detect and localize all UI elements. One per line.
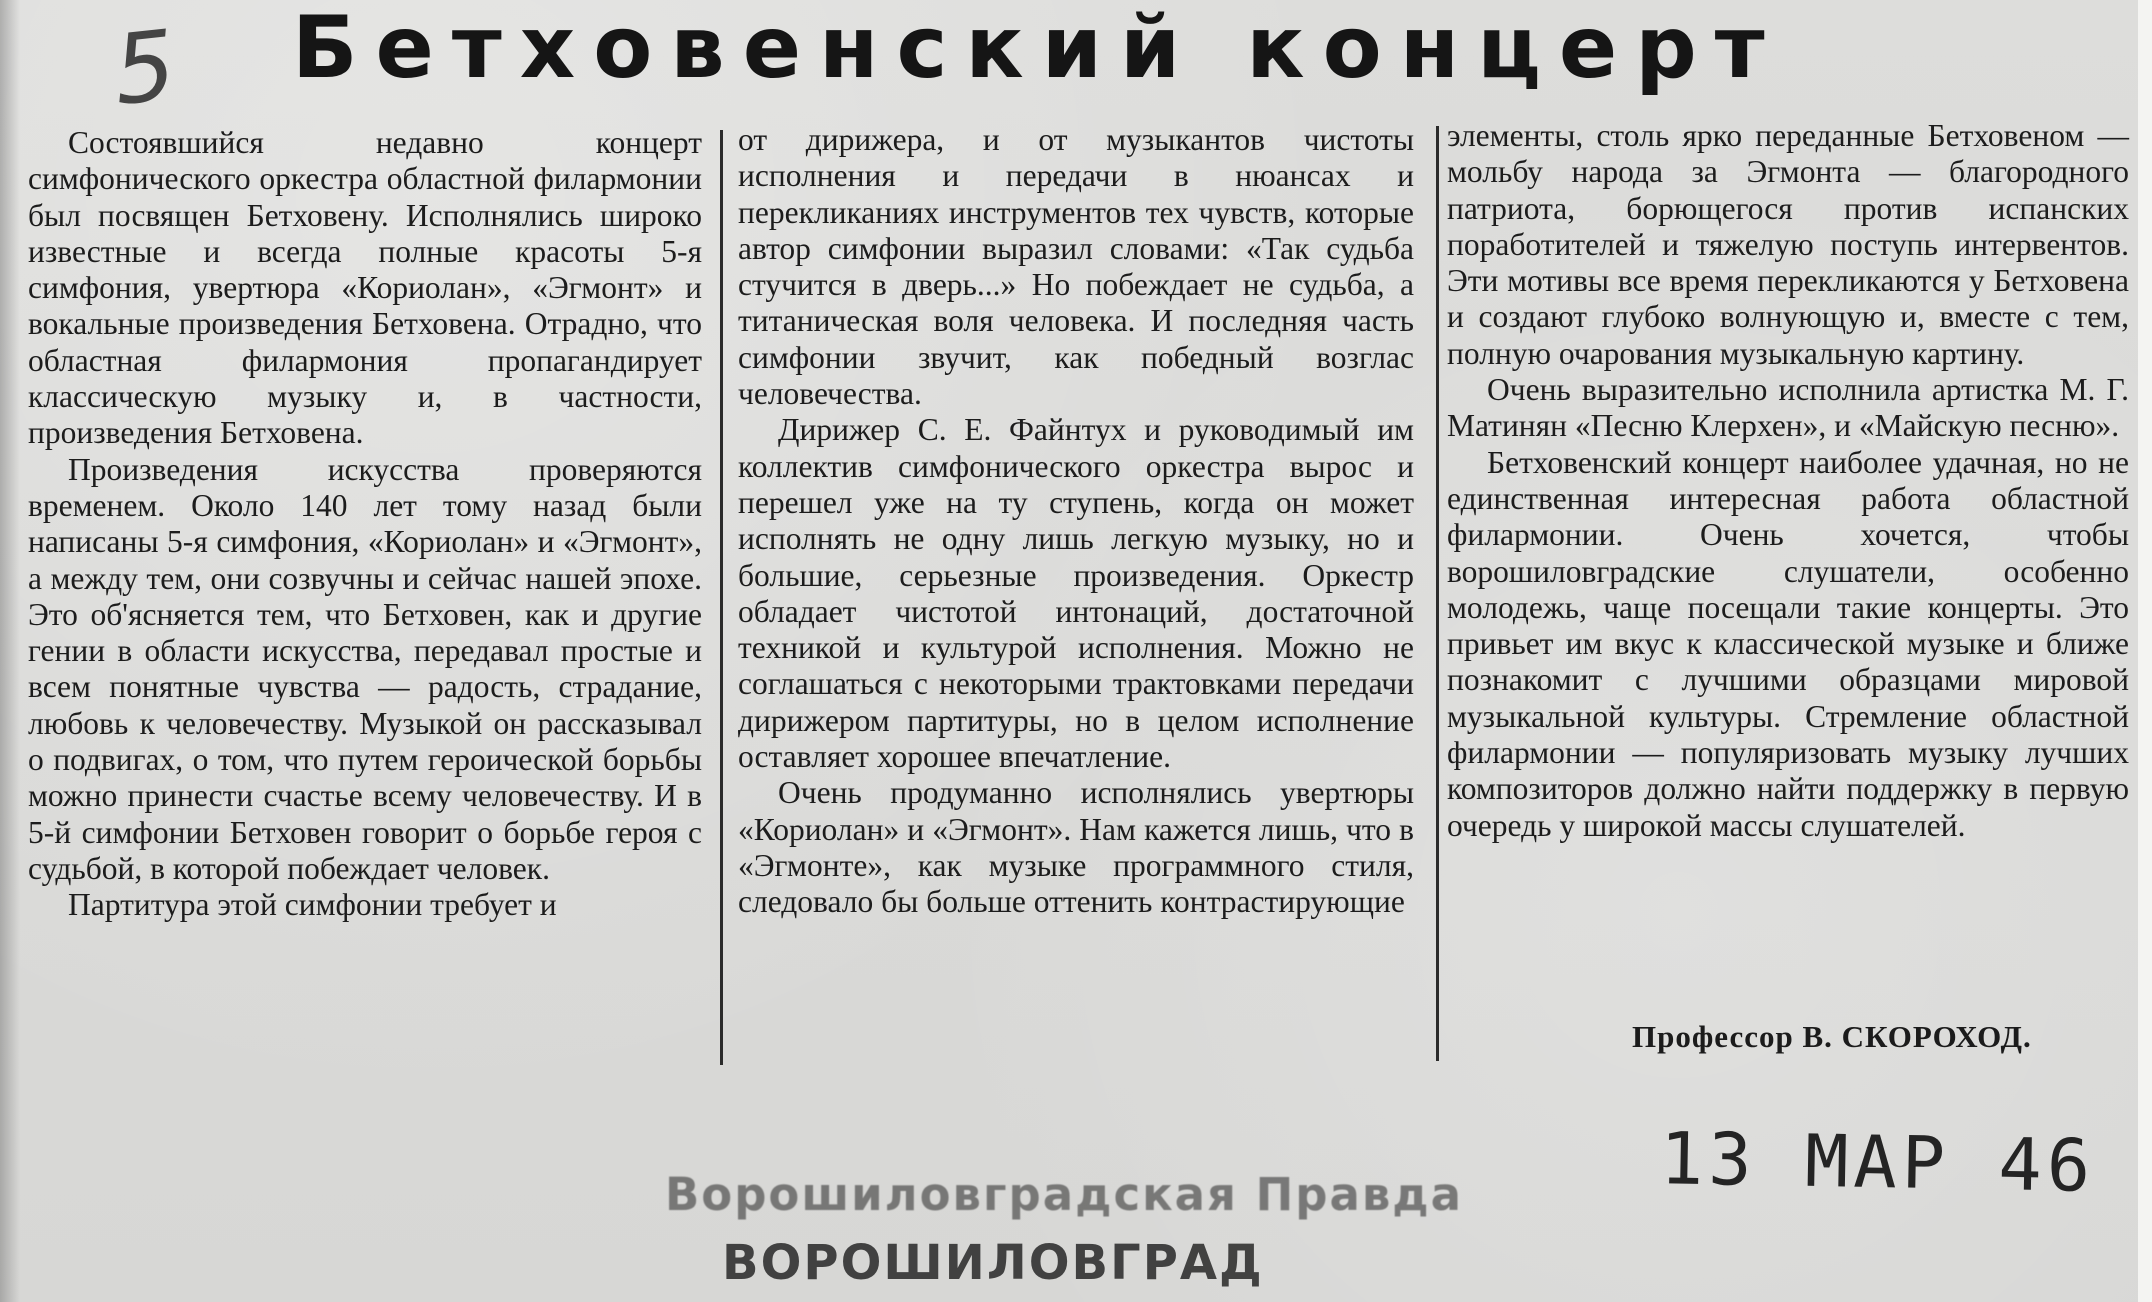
paragraph: от дирижера, и от музыкантов чистоты исполнения и передачи в нюансах и перекликаниях инструментов тех чувств, которые автор симфонии выразил словами: «Так судьба стучится в дверь...» Но побеждает не судьба, а титаническая воля человека. И последняя часть симфонии звучит, как победный возглас человечества.	[738, 122, 1414, 412]
article-column-2	[738, 122, 1414, 921]
article-headline: Бетховенский концерт	[292, 0, 1783, 98]
date-stamp: 13 МАР 46	[1659, 1116, 2096, 1208]
column-divider	[720, 130, 723, 1065]
paragraph: Состоявшийся недавно концерт симфонического оркестра областной филармонии был посвящен Бетховену. Исполнялись широко известные и всегда полные красоты 5-я симфония, увертюра «Кориолан», «Эгмонт» и вокальные произведения Бетховена. Отрадно, что областная филармония пропагандирует классическую музыку и, в частности, произведения Бетховена.	[28, 125, 702, 451]
paragraph: Очень продуманно исполнялись увертюры «Кориолан» и «Эгмонт». Нам кажется лишь, что в «Эгмонте», как музыке программного стиля, следовало бы больше оттенить контрастирующие	[738, 775, 1414, 920]
city-stamp: ВОРОШИЛОВГРАД	[722, 1235, 1264, 1291]
author-signature: Профессор В. СКОРОХОД.	[1632, 1019, 2032, 1054]
handwritten-page-number: 5	[108, 9, 181, 127]
paragraph: Дирижер С. Е. Файнтух и руководимый им коллектив симфонического оркестра вырос и перешел уже на ту ступень, когда он может исполнять не одну лишь легкую музыку, но и большие, серьезные произведения. Оркестр обладает чистотой интонаций, достаточной техникой и культурой исполнения. Можно не соглашаться с некоторыми трактовками передачи дирижером партитуры, но в целом исполнение оставляет хорошее впечатление.	[738, 412, 1414, 775]
newspaper-name-stamp: Ворошиловградская Правда	[665, 1168, 1464, 1221]
column-divider	[1436, 126, 1439, 1061]
article-column-1	[28, 125, 702, 924]
scan-shadow	[0, 0, 20, 1302]
paragraph: Очень выразительно исполнила артистка М. Г. Матинян «Песню Клерхен», и «Майскую песню».	[1447, 372, 2129, 444]
paper-edge	[2138, 0, 2152, 1302]
paragraph: элементы, столь ярко переданные Бетховеном — мольбу народа за Эгмонта — благородного патриота, борющегося против испанских поработителей и тяжелую поступь интервентов. Эти мотивы все время перекликаются у Бетховена и создают глубоко волнующую и, вместе с тем, полную очарования музыкальную картину.	[1447, 118, 2129, 371]
paragraph: Произведения искусства проверяются временем. Около 140 лет тому назад были написаны 5-я симфония, «Кориолан» и «Эгмонт», а между тем, они созвучны и сейчас нашей эпохе. Это об'ясняется тем, что Бетховен, как и другие гении в области искусства, передавал простые и всем понятные чувства — радость, страдание, любовь к человечеству. Музыкой он рассказывал о подвигах, о том, что путем героической борьбы можно принести счастье всему человечеству. И в 5-й симфонии Бетховен говорит о борьбе героя с судьбой, в которой побеждает человек.	[28, 451, 702, 886]
paragraph: Бетховенский концерт наиболее удачная, но не единственная интересная работа областной филармонии. Очень хочется, чтобы ворошиловградские слушатели, особенно молодежь, чаще посещали такие концерты. Это привьет им вкус к классической музыке и ближе познакомит с лучшими образцами мировой музыкальной культуры. Стремление областной филармонии — популяризовать музыку лучших композиторов должно найти поддержку в первую очередь у широкой массы слушателей.	[1447, 444, 2129, 843]
article-column-3	[1447, 118, 2129, 844]
paragraph: Партитура этой симфонии требует и	[68, 887, 557, 923]
